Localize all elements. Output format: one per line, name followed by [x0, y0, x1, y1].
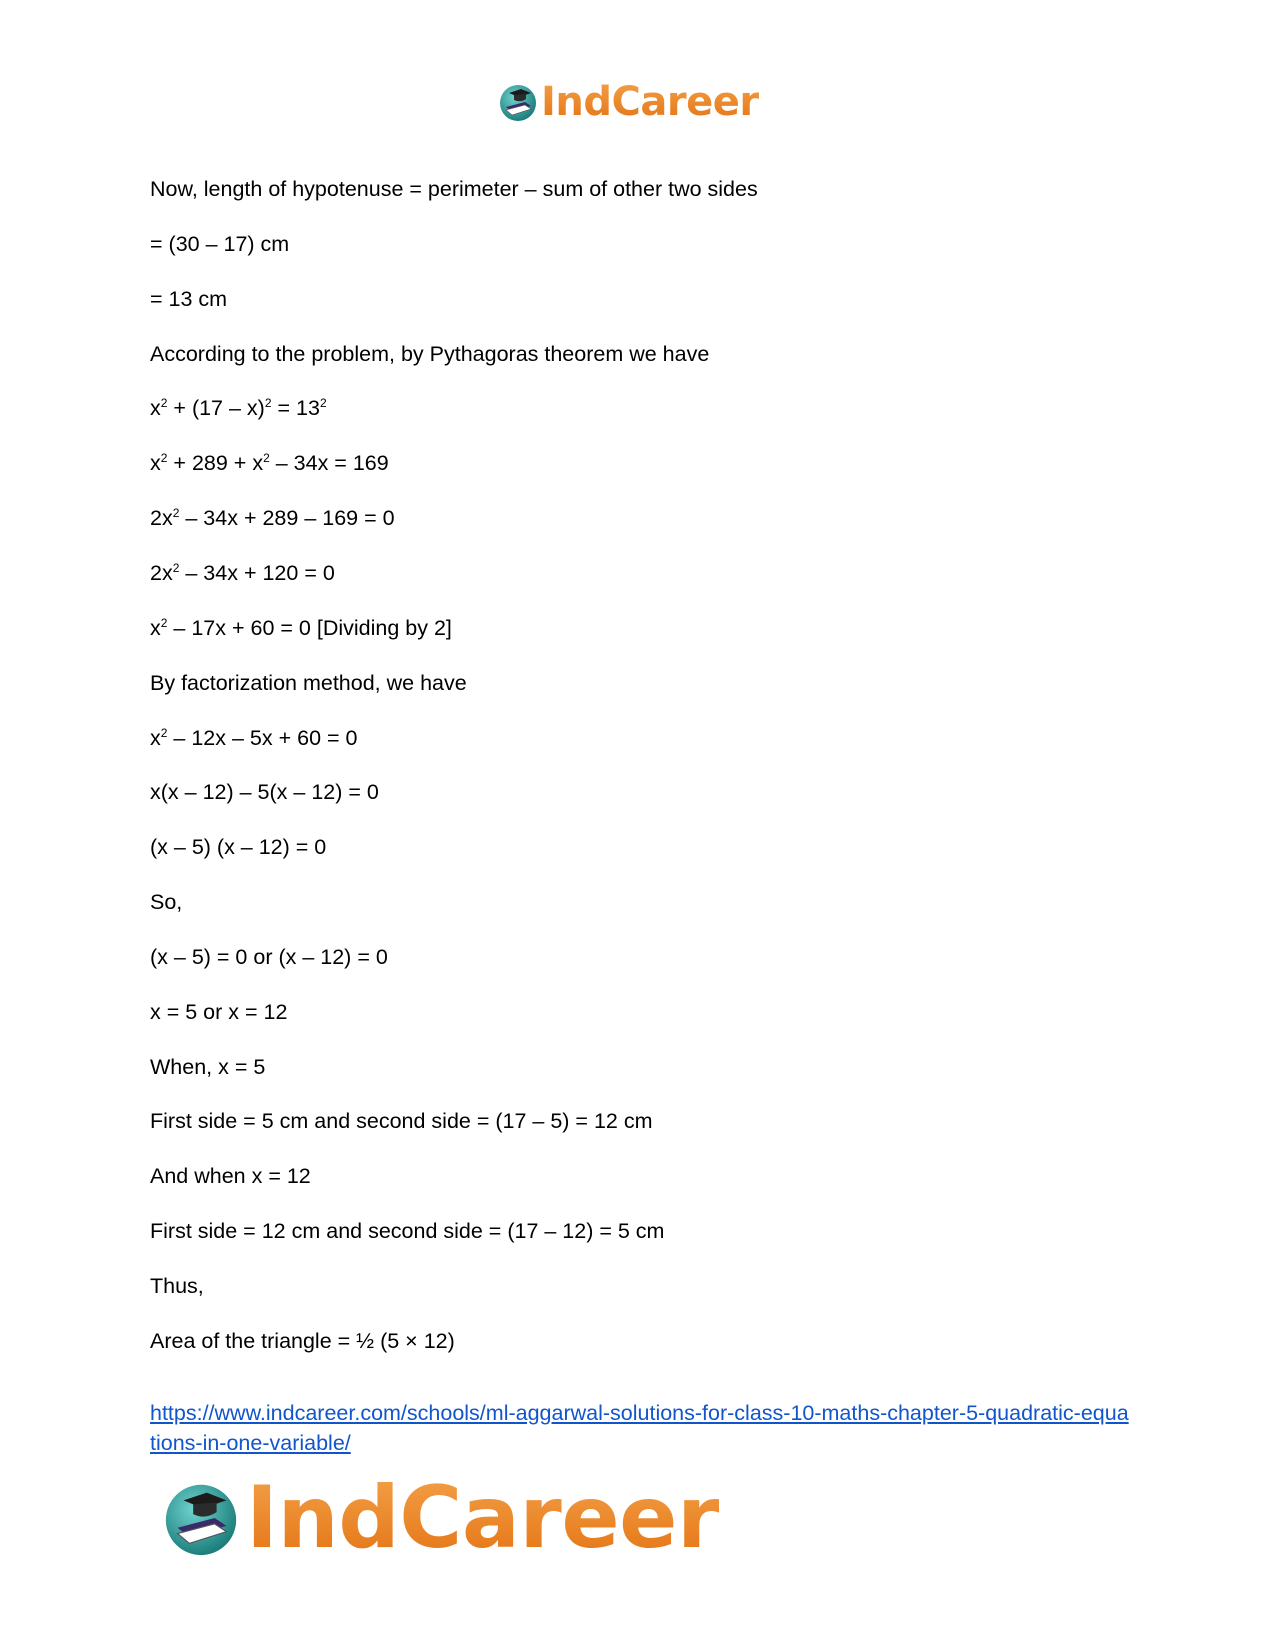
footer-logo-text: IndCareer: [246, 1468, 719, 1568]
text-line: So,: [150, 890, 183, 914]
text-line: x(x – 12) – 5(x – 12) = 0: [150, 780, 379, 804]
text-line: $x^2 + 289 + x^2 - 34x = 169$: [150, 451, 389, 475]
text-line: $x^2 - 17x + 60 = 0$ [Dividing by 2]: [150, 616, 452, 640]
text-line: (x – 5) = 0 or (x – 12) = 0: [150, 945, 388, 969]
footer-logo: [160, 1468, 719, 1568]
text-line: According to the problem, by Pythagoras theorem we have: [150, 342, 710, 366]
text-line: $2x^2 - 34x + 289 - 169 = 0$: [150, 506, 395, 530]
text-line: First side = 5 cm and second side = (17 – 5) = 12 cm: [150, 1109, 653, 1133]
text-line: And when x = 12: [150, 1164, 311, 1188]
logo-globe-icon: [497, 81, 539, 123]
logo-globe-icon: [160, 1477, 242, 1559]
text-line: = (30 – 17) cm: [150, 232, 290, 256]
text-line: Now, length of hypotenuse = perimeter – sum of other two sides: [150, 177, 758, 201]
text-line: Thus,: [150, 1274, 204, 1298]
source-link[interactable]: https://www.indcareer.com/schools/ml-aggarwal-solutions-for-class-10-maths-chapter-5-quadratic-equations-in-one-variable/: [150, 1401, 1129, 1455]
text-line: x = 5 or x = 12: [150, 1000, 288, 1024]
text-line: = 13 cm: [150, 287, 228, 311]
header-logo-text: IndCareer: [541, 79, 759, 125]
text-line: $2x^2 - 34x + 120 = 0$: [150, 561, 335, 585]
text-line: $x^2 - 12x - 5x + 60 = 0$: [150, 726, 358, 750]
header-logo: [497, 78, 759, 126]
text-line: When, x = 5: [150, 1055, 266, 1079]
text-line: (x – 5) (x – 12) = 0: [150, 835, 327, 859]
text-line: $x^2 + (17 - x)^2 = 13^2$: [150, 396, 327, 420]
text-line: Area of the triangle = ½ (5 × 12): [150, 1329, 455, 1353]
text-line: By factorization method, we have: [150, 671, 467, 695]
text-line: First side = 12 cm and second side = (17 – 12) = 5 cm: [150, 1219, 665, 1243]
